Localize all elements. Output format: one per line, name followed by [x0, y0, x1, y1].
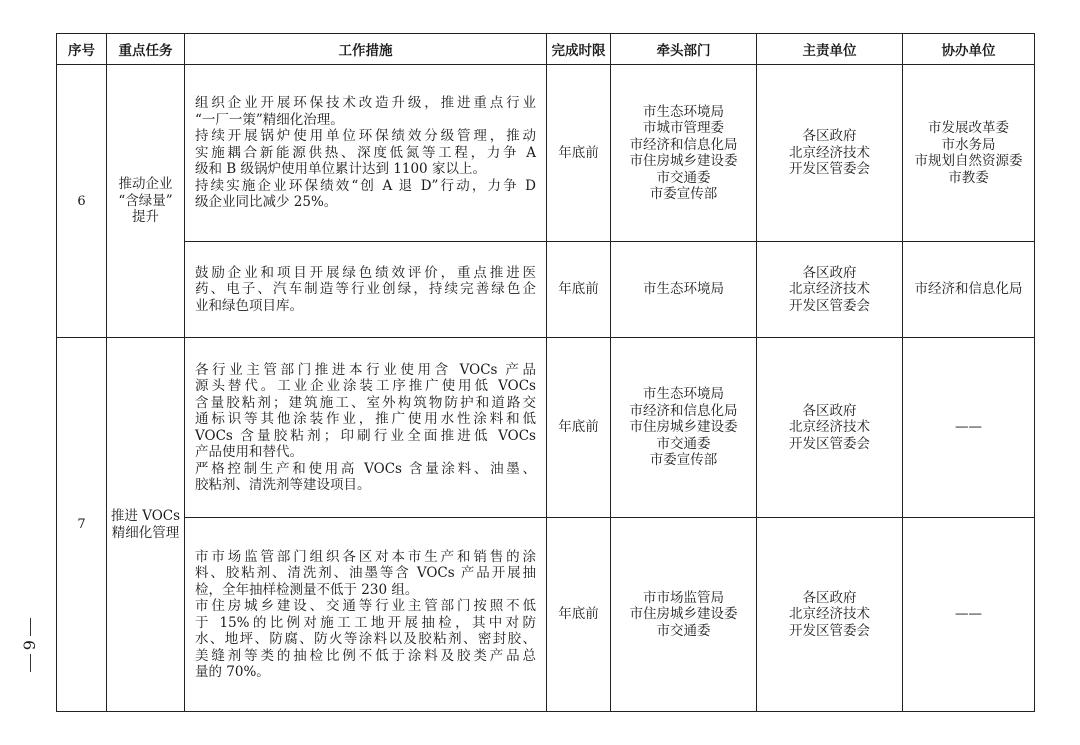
measures-cell: [185, 518, 547, 712]
lead-line: 市经济和信息化局: [629, 402, 738, 419]
responsible-cell: [757, 242, 903, 338]
assist-line: 市发展改革委: [928, 120, 1009, 136]
serial-number: 6: [77, 193, 86, 209]
serial-cell: [57, 65, 107, 338]
measure-line: 持续开展锅炉使用单位环保绩效分级管理，推动: [195, 128, 536, 145]
task-line: 推进 VOCs: [110, 508, 181, 524]
measure-line: 于 15%的比例对施工工地开展抽检，其中对防: [195, 614, 536, 631]
table-row: [57, 242, 1035, 338]
header-assist: 协办单位: [903, 34, 1035, 65]
responsible-line: 开发区管委会: [789, 297, 870, 314]
assist-cell: [903, 338, 1035, 518]
lead-cell: [611, 338, 757, 518]
page-number: [18, 600, 42, 690]
header-task: 重点任务: [107, 34, 185, 65]
lead-line: 市住房城乡建设委: [629, 419, 738, 436]
measure-line: 各行业主管部门推进本行业使用含 VOCs 产品: [195, 361, 536, 378]
task-line: “含绿量”: [118, 192, 173, 209]
responsible-line: 北京经济技术: [789, 606, 870, 623]
responsible-line: 北京经济技术: [789, 419, 870, 436]
measure-line: 料、胶粘剂、清洗剂、油墨等含 VOCs 产品开展抽: [195, 565, 536, 581]
measure-line: 水、地坪、防腐、防火等涂料以及胶粘剂、密封胶、: [195, 631, 536, 647]
task-cell: [107, 65, 185, 338]
measure-line: VOCs 含量胶粘剂；印刷行业全面推进低 VOCs: [195, 427, 536, 444]
responsible-cell: [757, 65, 903, 242]
responsible-line: 开发区管委会: [789, 435, 870, 452]
page-number-dash-bottom: [30, 654, 31, 672]
table-row: [57, 518, 1035, 712]
responsible-line: 北京经济技术: [789, 144, 870, 161]
measures-cell: [185, 65, 547, 242]
assist-cell: [903, 518, 1035, 712]
measure-line: 量的 70%。: [195, 664, 270, 680]
lead-line: 市委宣传部: [649, 186, 718, 202]
assist-dash: ——: [955, 606, 982, 623]
measure-line: 药、电子、汽车制造等行业创绿，持续完善绿色企: [195, 281, 536, 298]
responsible-line: 各区政府: [802, 264, 857, 281]
measures-cell: [185, 242, 547, 338]
serial-number: 7: [77, 517, 86, 532]
header-measures: 工作措施: [185, 34, 547, 65]
lead-line: 市交通委: [656, 435, 711, 452]
header-responsible: 主责单位: [757, 34, 903, 65]
deadline-cell: 年底前: [547, 518, 611, 712]
measure-line: 美缝剂等类的抽检比例不低于涂料及胶类产品总: [195, 647, 536, 664]
responsible-line: 各区政府: [802, 128, 857, 145]
measure-line: 源头替代。工业企业涂装工序推广使用低 VOCs: [195, 378, 536, 394]
assist-line: 市规划自然资源委: [914, 153, 1023, 169]
lead-line: 市委宣传部: [649, 452, 718, 469]
lead-line: 市生态环境局: [643, 103, 724, 120]
measure-line: 业和绿色项目库。: [195, 297, 303, 314]
responsible-line: 北京经济技术: [789, 281, 870, 298]
assist-line: 市教委: [948, 169, 989, 186]
serial-cell: [57, 338, 107, 712]
lead-line: 市交通委: [656, 622, 711, 639]
measure-line: 实施耦合新能源供热、深度低氮等工程，力争 A: [195, 144, 536, 161]
responsible-line: 各区政府: [802, 402, 857, 419]
measure-line: 组织企业开展环保技术改造升级，推进重点行业: [195, 95, 536, 112]
deadline-cell: 年底前: [547, 338, 611, 518]
measure-line: 严格控制生产和使用高 VOCs 含量涂料、油墨、: [195, 460, 536, 477]
lead-cell: [611, 242, 757, 338]
measure-line: 市住房城乡建设、交通等行业主管部门按照不低: [195, 598, 536, 614]
measure-line: 市市场监管部门组织各区对本市生产和销售的涂: [195, 548, 536, 565]
deadline-cell: 年底前: [547, 65, 611, 242]
task-line: 精细化管理: [111, 524, 180, 541]
responsible-cell: [757, 338, 903, 518]
task-table: [56, 33, 1035, 712]
assist-cell: [903, 65, 1035, 242]
task-cell: [107, 338, 185, 712]
lead-cell: [611, 65, 757, 242]
measure-line: 鼓励企业和项目开展绿色绩效评价，重点推进医: [195, 264, 536, 281]
measure-line: 级企业同比减少 25%。: [195, 194, 338, 211]
responsible-cell: [757, 518, 903, 712]
measure-line: 级和 B 级锅炉使用单位累计达到 1100 家以上。: [195, 161, 486, 178]
table-row: [57, 338, 1035, 518]
page-number-dash-top: [30, 618, 31, 636]
lead-cell: [611, 518, 757, 712]
measure-line: 含量胶粘剂；建筑施工、室外构筑物防护和道路交: [195, 394, 536, 411]
responsible-line: 各区政府: [802, 589, 857, 606]
lead-line: 市交通委: [656, 169, 711, 186]
measure-line: 检，全年抽样检测量不低于 230 组。: [195, 581, 419, 598]
responsible-line: 开发区管委会: [789, 622, 870, 639]
measure-line: 持续实施企业环保绩效“创 A 退 D”行动，力争 D: [195, 177, 536, 194]
header-deadline: 完成时限: [547, 34, 611, 65]
task-line: 提升: [132, 209, 159, 226]
lead-line: 市生态环境局: [643, 281, 724, 298]
lead-line: 市生态环境局: [643, 386, 724, 403]
lead-line: 市经济和信息化局: [629, 136, 738, 153]
table-row: [57, 65, 1035, 242]
task-line: 推动企业: [118, 176, 173, 193]
assist-line: 市水务局: [941, 136, 996, 153]
measure-line: 胶粘剂、清洗剂等建设项目。: [195, 477, 371, 493]
table-header-row: [57, 34, 1035, 65]
lead-line: 市住房城乡建设委: [629, 153, 738, 169]
header-lead: 牵头部门: [611, 34, 757, 65]
measure-line: 通标识等其他涂装作业，推广使用水性涂料和低: [195, 411, 536, 427]
measures-cell: [185, 338, 547, 518]
lead-line: 市住房城乡建设委: [629, 606, 738, 623]
lead-line: 市城市管理委: [643, 120, 724, 136]
deadline-cell: 年底前: [547, 242, 611, 338]
assist-cell: [903, 242, 1035, 338]
page-number-text: 9: [20, 639, 39, 651]
assist-line: 市经济和信息化局: [914, 281, 1023, 298]
measure-line: “一厂一策”精细化治理。: [195, 111, 344, 128]
lead-line: 市市场监管局: [643, 589, 724, 606]
header-serial: 序号: [57, 34, 107, 65]
responsible-line: 开发区管委会: [789, 161, 870, 178]
measure-line: 产品使用和替代。: [195, 444, 303, 460]
assist-dash: ——: [955, 419, 982, 436]
